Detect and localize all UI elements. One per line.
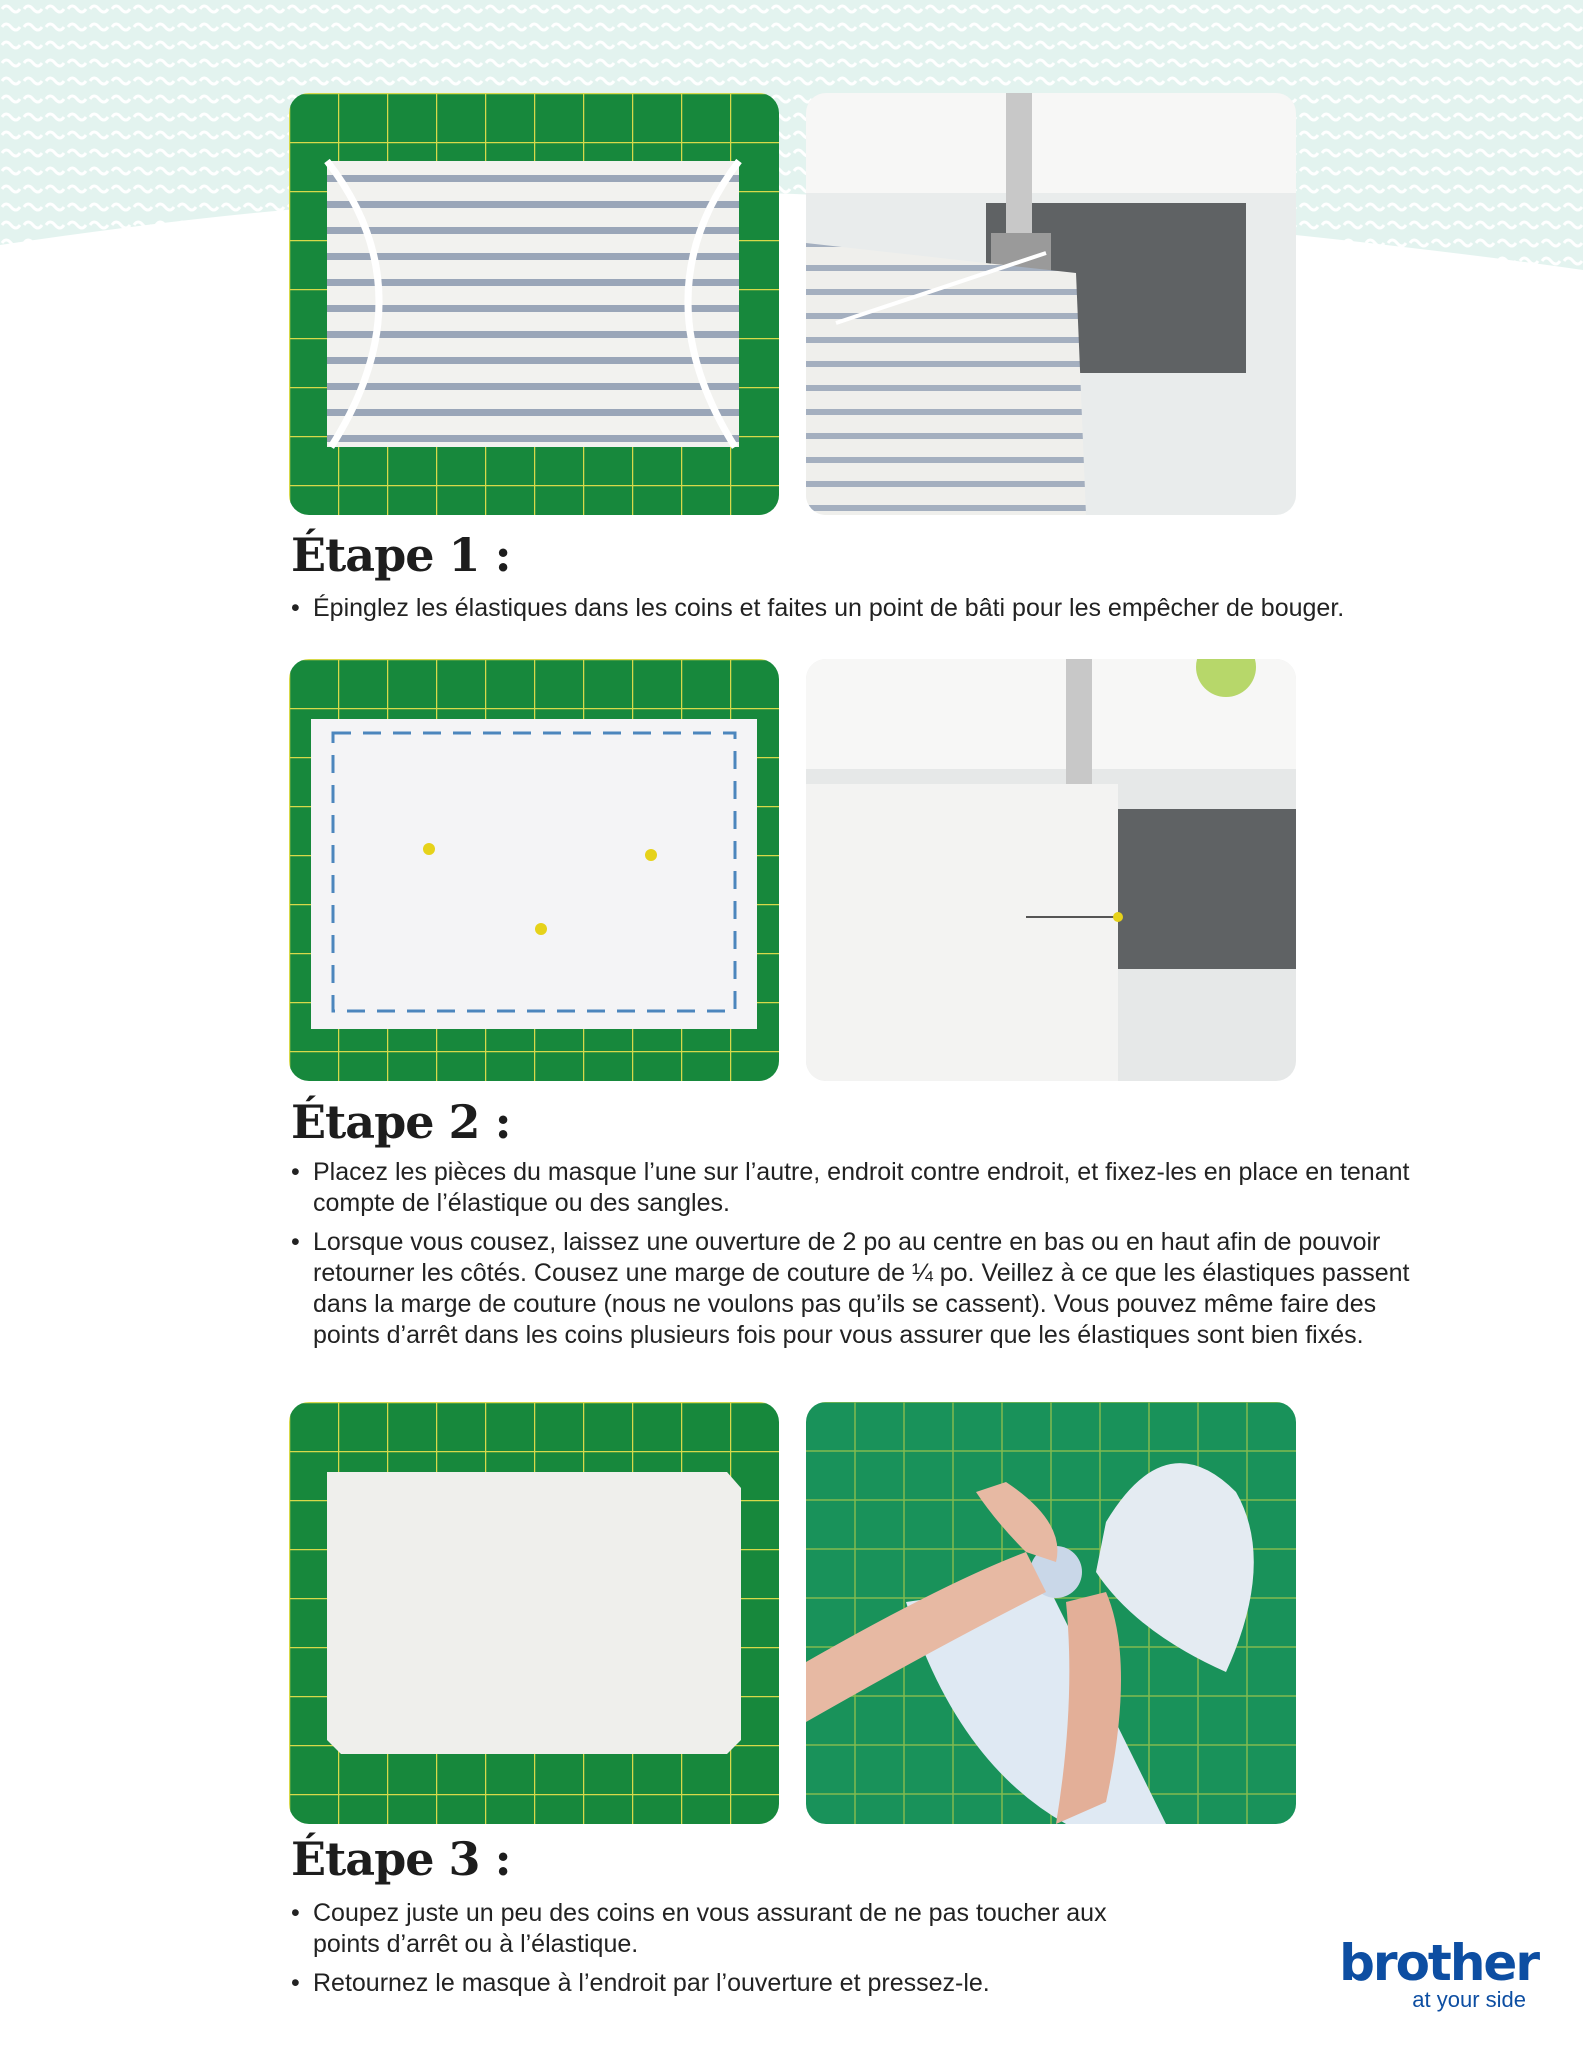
photo-turning-mask: [806, 1402, 1296, 1824]
photo-sewing-machine-seam: [806, 659, 1296, 1081]
step-3-bullet-1: • Coupez juste un peu des coins en vous assurant de ne pas toucher aux points d’arrêt ou à l’élastique.: [291, 1898, 1151, 1960]
logo-tagline: at your side: [1412, 1987, 1526, 2012]
step-1-bullet-1: • Épinglez les élastiques dans les coins et faites un point de bâti pour les empêcher de bouger.: [291, 593, 1471, 624]
step-2-bullet-1: • Placez les pièces du masque l’une sur l’autre, endroit contre endroit, et fixez-les en place en tenant compte de l’élastique ou des sangles.: [291, 1157, 1421, 1219]
step-1-title: Étape 1 :: [291, 528, 511, 582]
photo-sewn-mask-corners: [289, 1402, 779, 1824]
photo-sewing-machine-basting: [806, 93, 1296, 515]
photo-pinned-fabric-seamline: [289, 659, 779, 1081]
step-1-bullets: [291, 593, 1471, 632]
background-pattern: [0, 0, 1583, 300]
step-3-bullet-2: • Retournez le masque à l’endroit par l’ouverture et pressez-le.: [291, 1968, 1151, 1999]
brother-logo: [1338, 1934, 1538, 2012]
step-2-bullets: [291, 1157, 1421, 1359]
logo-wordmark: brother: [1339, 1934, 1538, 1992]
step-3-bullets: [291, 1898, 1151, 2007]
step-3-title: Étape 3 :: [291, 1832, 511, 1886]
photo-striped-fabric-elastic: [289, 93, 779, 515]
step-2-title: Étape 2 :: [291, 1095, 511, 1149]
step-2-bullet-2: • Lorsque vous cousez, laissez une ouverture de 2 po au centre en bas ou en haut afin de pouvoir retourner les côtés. Cousez une marge de couture de ¼ po. Veillez à ce que les élastiques passent dans la marge de couture (nous ne voulons pas qu’ils se cassent). Vous pouvez même faire des points d’arrêt dans les coins plusieurs fois pour vous assurer que les élastiques sont bien fixés.: [291, 1227, 1421, 1351]
